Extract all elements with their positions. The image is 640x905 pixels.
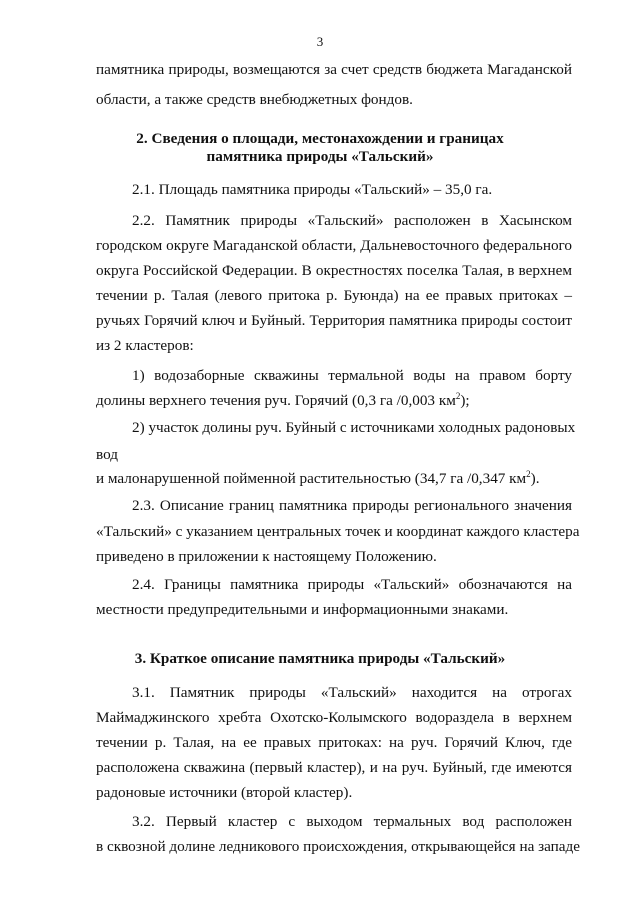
text-line: 2.2. Памятник природы «Тальский» расположен в Хасынском xyxy=(132,212,572,229)
text-line xyxy=(96,469,572,489)
text-line: в сквозной долине ледникового происхождения, открывающейся на западе xyxy=(96,838,580,855)
text-line: радоновые источники (второй кластер). xyxy=(96,784,353,801)
text-line: 1) водозаборные скважины термальной воды на правом борту xyxy=(132,367,572,384)
text-line: Маймаджинского хребта Охотско-Колымского водораздела в верхнем xyxy=(96,709,572,726)
section-heading-2-line1: 2. Сведения о площади, местонахождении и границах xyxy=(136,130,504,147)
text-line: области, а также средств внебюджетных фондов. xyxy=(96,91,413,108)
text-segment: и малонарушенной пойменной растительностью (34,7 га /0,347 км xyxy=(96,470,527,487)
text-line: из 2 кластеров: xyxy=(96,337,194,354)
text-line: ручьях Горячий ключ и Буйный. Территория памятника природы состоит xyxy=(96,312,572,329)
text-line: местности предупредительными и информационными знаками. xyxy=(96,601,509,618)
text-line: 2.1. Площадь памятника природы «Тальский» – 35,0 га. xyxy=(132,181,493,198)
text-line: течении р. Талая, на ее правых притоках: на руч. Горячий Ключ, где xyxy=(96,734,572,751)
text-segment: долины верхнего течения руч. Горячий (0,3 га /0,003 км xyxy=(96,392,456,409)
section-heading-3: 3. Краткое описание памятника природы «Тальский» xyxy=(134,650,506,667)
text-line: городском округе Магаданской области, Дальневосточного федерального xyxy=(96,237,572,254)
text-segment: ). xyxy=(530,470,540,487)
text-line: вод xyxy=(96,446,118,463)
page-number: 3 xyxy=(316,34,324,49)
text-line: 2) участок долины руч. Буйный с источниками холодных радоновых xyxy=(132,419,576,436)
text-line: памятника природы, возмещаются за счет средств бюджета Магаданской xyxy=(96,61,572,78)
section-heading-2-line2: памятника природы «Тальский» xyxy=(206,148,434,165)
text-line: округа Российской Федерации. В окрестностях поселка Талая, в верхнем xyxy=(96,262,572,279)
text-line: 3.1. Памятник природы «Тальский» находится на отрогах xyxy=(132,684,572,701)
text-line: «Тальский» с указанием центральных точек и координат каждого кластера xyxy=(96,523,580,540)
text-line: 2.3. Описание границ памятника природы регионального значения xyxy=(132,497,572,514)
text-segment: ); xyxy=(460,392,470,409)
text-line: течении р. Талая (левого притока р. Буюнда) на ее правых притоках – xyxy=(96,287,572,304)
superscript: 2 xyxy=(526,469,531,479)
text-line: расположена скважина (первый кластер), и на руч. Буйный, где имеются xyxy=(96,759,572,776)
text-line xyxy=(96,391,572,411)
text-line: 2.4. Границы памятника природы «Тальский» обозначаются на xyxy=(132,576,572,593)
superscript: 2 xyxy=(455,391,461,401)
text-line: 3.2. Первый кластер с выходом термальных вод расположен xyxy=(132,813,572,830)
text-line: приведено в приложении к настоящему Положению. xyxy=(96,548,437,565)
